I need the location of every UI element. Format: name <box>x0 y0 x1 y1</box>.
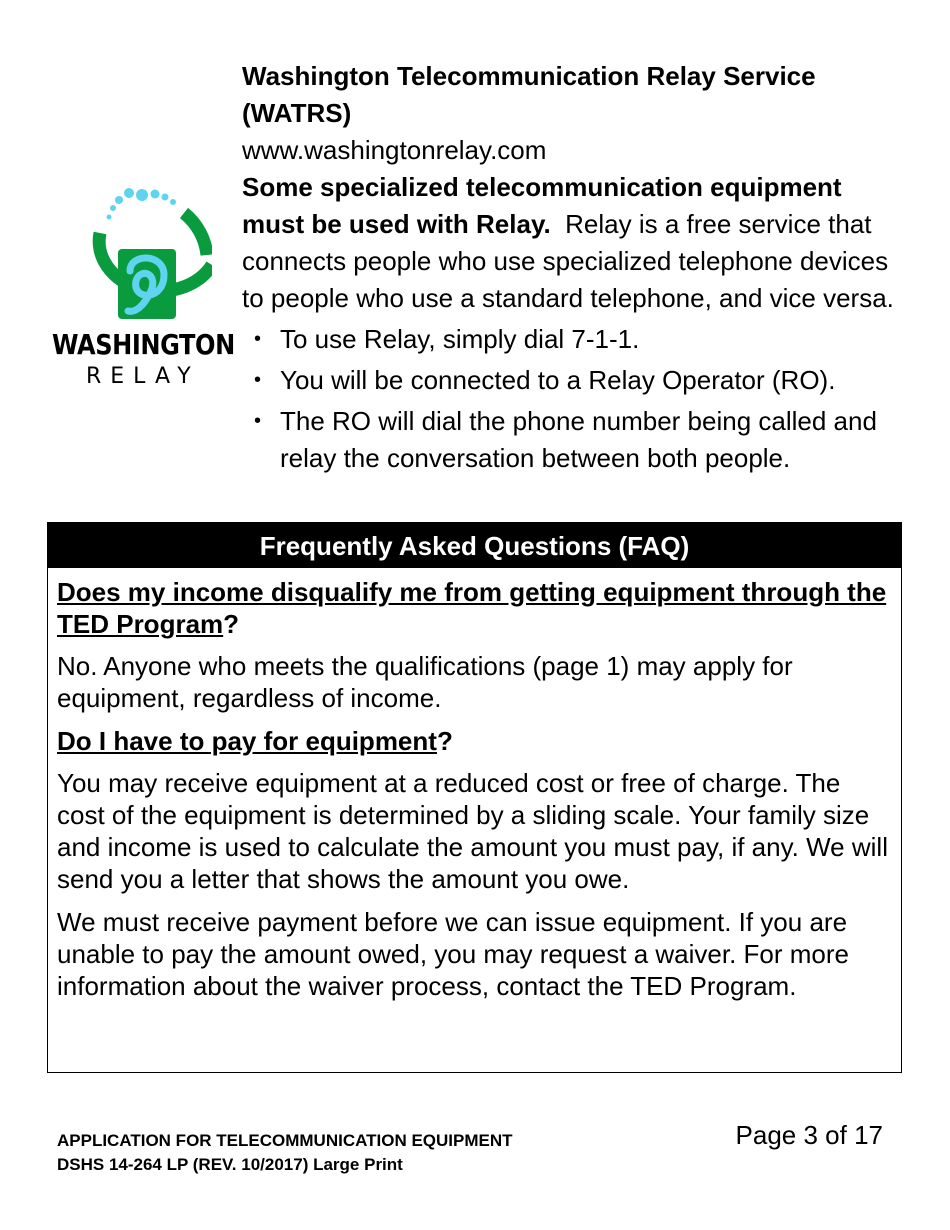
relay-intro-text: Relay is a free service that connects people who use specialized telephone devices to people who use a standard telephone, and vice versa. <box>242 209 894 313</box>
faq-answer-income: No. Anyone who meets the qualifications (page 1) may apply for equipment, regardless of income. <box>57 651 793 713</box>
list-item: • The RO will dial the phone number being called and relay the conversation between both people. <box>280 403 902 477</box>
faq-body <box>48 568 901 1002</box>
relay-intro <box>242 169 902 317</box>
relay-bullet-list <box>242 321 902 477</box>
relay-website: www.washingtonrelay.com <box>242 135 547 165</box>
page-number: Page 3 of 17 <box>735 1120 883 1150</box>
form-number: DSHS 14-264 LP (REV. 10/2017) Large Print <box>57 1155 403 1174</box>
faq-answer-pay-2: We must receive payment before we can issue equipment. If you are unable to pay the amount owed, you may request a waiver. For more information about the waiver process, contact the TED Program. <box>57 907 849 1001</box>
faq-header: Frequently Asked Questions (FAQ) <box>48 523 901 568</box>
bullet-icon: • <box>254 410 262 432</box>
list-item: • You will be connected to a Relay Operator (RO). <box>280 362 902 399</box>
relay-section <box>242 58 902 481</box>
faq-answer-pay-1: You may receive equipment at a reduced cost or free of charge. The cost of the equipment is determined by a sliding scale. Your family size and income is used to calculate the amount you must pay, if any. We will send you a letter that shows the amount you owe. <box>57 768 888 894</box>
form-title: APPLICATION FOR TELECOMMUNICATION EQUIPMENT <box>57 1131 513 1150</box>
relay-intro-bold: Some specialized telecommunication equipment must be used with Relay. <box>242 172 842 239</box>
footer-form-info <box>57 1129 513 1177</box>
faq-question-pay: Do I have to pay for equipment? <box>57 726 453 756</box>
relay-logo-icon <box>72 183 212 325</box>
faq-question-income: Does my income disqualify me from getting equipment through the TED Program? <box>57 577 887 639</box>
washington-relay-logo <box>52 183 235 390</box>
logo-wordmark: WASHINGTON <box>52 328 235 361</box>
bullet-icon: • <box>254 369 262 391</box>
faq-box <box>47 522 902 1073</box>
bullet-icon: • <box>254 328 262 350</box>
relay-title: Washington Telecommunication Relay Service (WATRS) <box>242 61 816 128</box>
list-item: • To use Relay, simply dial 7-1-1. <box>280 321 902 358</box>
logo-subtitle: RELAY <box>86 364 200 389</box>
